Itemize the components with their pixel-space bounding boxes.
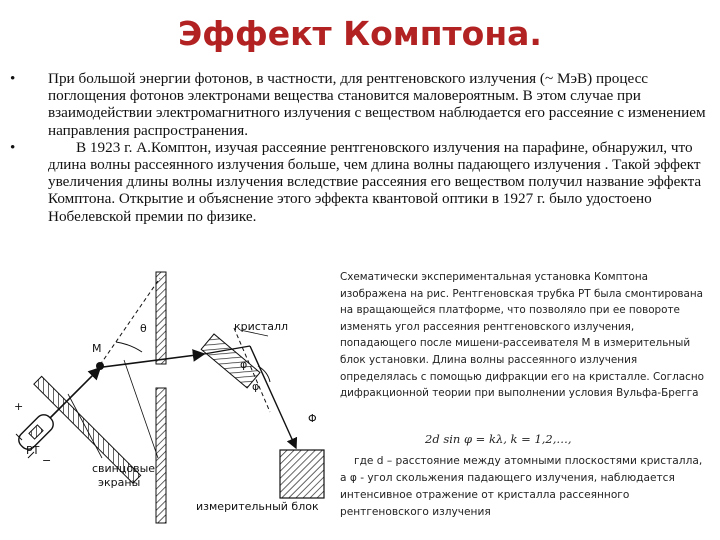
bullet-list	[10, 70, 710, 225]
explanation-text: где d – расстояние между атомными плоскостями кристалла, а φ - угол скольжения падающего излучения, наблюдается интенсивное отражение от кристалла рассеянного рентгеновского излучения	[340, 455, 703, 518]
page-title: Эффект Комптона.	[178, 14, 542, 53]
label-screens-2: экраны	[98, 476, 141, 489]
label-screens-1: свинцовые	[92, 462, 156, 475]
bullet-item	[10, 70, 710, 139]
label-minus: −	[42, 454, 52, 467]
bullet-text: При большой энергии фотонов, в частности, для рентгеновского излучения (~ МэВ) процесс поглощения фотонов электронами вещества становится маловероятным. В этом случае при взаимодействии электромагнитного излучения с веществом наблюдается его рассеяние с изменением направления распространения.	[48, 70, 706, 139]
target-m	[96, 362, 104, 370]
compton-setup-diagram	[8, 262, 338, 536]
formula-explanation	[340, 453, 712, 521]
reflected-beam	[250, 346, 296, 448]
lead-screen-top	[156, 272, 166, 364]
bragg-formula: 2d sin φ = kλ, k = 1,2,…,	[425, 432, 572, 446]
bullet-item	[10, 139, 710, 225]
label-phi-1: φ	[240, 358, 248, 371]
scattered-beam	[103, 354, 204, 367]
label-theta: θ	[140, 322, 147, 335]
measuring-block	[280, 450, 324, 498]
label-rt: РТ	[26, 444, 40, 457]
label-phi-2: φ	[252, 380, 260, 393]
label-plus: +	[14, 400, 24, 413]
bullet-marker: •	[10, 138, 16, 156]
label-m: M	[92, 342, 102, 355]
bullet-text: В 1923 г. А.Комптон, изучая рассеяние рентгеновского излучения на парафине, обнаружил, что длина волны рассеянного излучения больше, чем длина волны падающего излучения . Такой эффект увеличения длины волны излучения вследствие рассеяния его веществом получил название эффекта Комптона. Открытие и объяснение этого эффекта квантовой оптики в 1927 г. было удостоено Нобелевской премии по физике.	[48, 138, 702, 225]
label-crystal: кристалл	[234, 320, 289, 333]
label-phi-big: Φ	[308, 412, 317, 425]
bullet-marker: •	[10, 70, 16, 87]
figure-caption: Схематически экспериментальная установка Комптона изображена на рис. Рентгеновская трубка РТ была смонтирована на вращающейся платформе, что позволяло при ее повороте изменять угол рассеяния рентгеновского излучения, попадающего после мишени-рассеивателя М в измерительный блок установки. Длина волны рассеянного излучения определялась с помощью дифракции его на кристалле. Согласно дифракционной теории при выполнении условия Вульфа-Брегга	[340, 271, 704, 400]
label-measuring-block: измерительный блок	[196, 500, 319, 513]
